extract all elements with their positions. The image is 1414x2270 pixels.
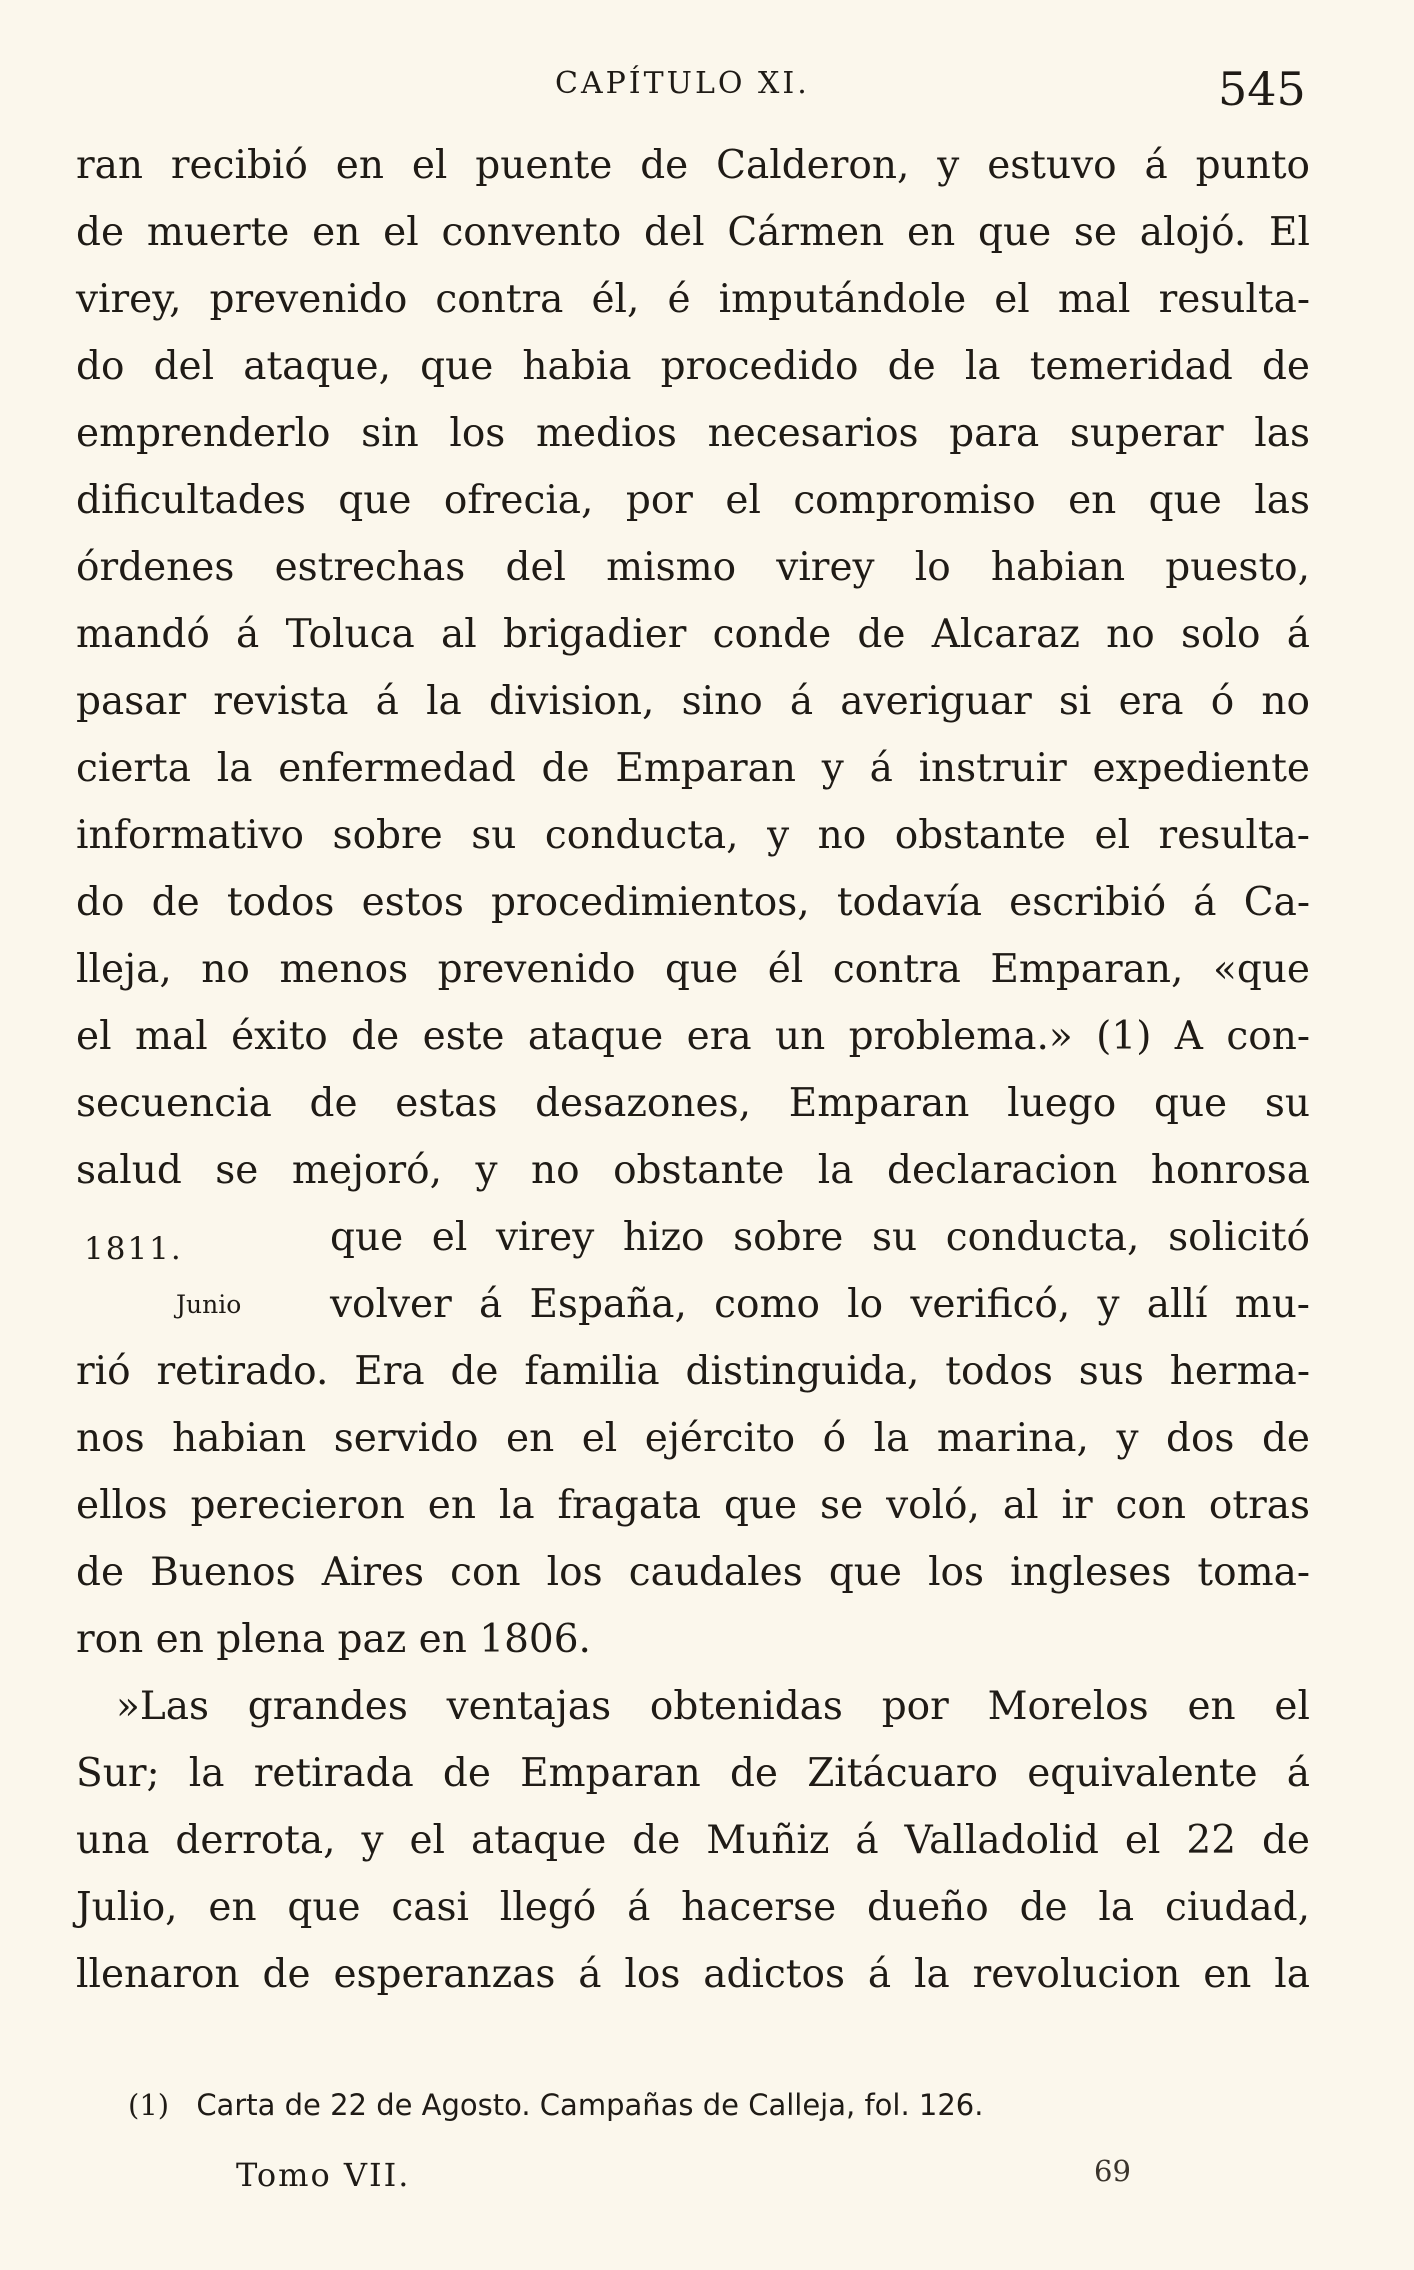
footnote-marker: (1) xyxy=(128,2088,170,2122)
text-line: que el virey hizo sobre su conducta, solicitó xyxy=(330,1215,1310,1260)
text-line: una derrota, y el ataque de Muñiz á Valladolid el 22 de xyxy=(76,1818,1310,1863)
text-line: emprenderlo sin los medios necesarios para superar las xyxy=(76,411,1310,456)
body-text xyxy=(76,132,1310,2008)
text-line: de Buenos Aires con los caudales que los ingleses toma- xyxy=(76,1550,1310,1595)
text-line: ran recibió en el puente de Calderon, y estuvo á punto xyxy=(76,143,1310,188)
text-line: mandó á Toluca al brigadier conde de Alcaraz no solo á xyxy=(76,612,1310,657)
page-number: 545 xyxy=(1218,62,1306,116)
text-line-with-margin-note xyxy=(76,1271,1310,1338)
text-line: pasar revista á la division, sino á averiguar si era ó no xyxy=(76,679,1310,724)
text-line: órdenes estrechas del mismo virey lo habian puesto, xyxy=(76,545,1310,590)
text-line: llenaron de esperanzas á los adictos á la revolucion en la xyxy=(76,1952,1310,1997)
printer-signature: 69 xyxy=(1094,2154,1131,2188)
paragraph-first-line: »Las grandes ventajas obtenidas por Morelos en el xyxy=(116,1684,1310,1729)
margin-note-year: 1811. xyxy=(84,1231,183,1267)
text-line-with-margin-note xyxy=(76,1204,1310,1271)
volume-label: Tomo VII. xyxy=(236,2156,411,2194)
text-line: nos habian servido en el ejército ó la marina, y dos de xyxy=(76,1416,1310,1461)
text-line: de muerte en el convento del Cármen en que se alojó. El xyxy=(76,210,1310,255)
text-line: secuencia de estas desazones, Emparan luego que su xyxy=(76,1081,1310,1126)
text-line: dificultades que ofrecia, por el compromiso en que las xyxy=(76,478,1310,523)
running-head xyxy=(0,62,1414,116)
margin-note-month: Junio xyxy=(176,1290,242,1319)
footnote-text: Carta de 22 de Agosto. Campañas de Calleja, fol. 126. xyxy=(196,2088,984,2122)
text-line: Sur; la retirada de Emparan de Zitácuaro equivalente á xyxy=(76,1751,1310,1796)
text-line: lleja, no menos prevenido que él contra Emparan, «que xyxy=(76,947,1310,992)
text-line: cierta la enfermedad de Emparan y á instruir expediente xyxy=(76,746,1310,791)
chapter-title: CAPÍTULO XI. xyxy=(555,66,810,101)
text-line: informativo sobre su conducta, y no obstante el resulta- xyxy=(76,813,1310,858)
text-line: do de todos estos procedimientos, todavía escribió á Ca- xyxy=(76,880,1310,925)
text-line: virey, prevenido contra él, é imputándole el mal resulta- xyxy=(76,277,1310,322)
text-line: volver á España, como lo verificó, y allí mu- xyxy=(330,1282,1310,1327)
footnote xyxy=(128,2088,983,2122)
text-line: Julio, en que casi llegó á hacerse dueño de la ciudad, xyxy=(76,1885,1310,1930)
text-line: ron en plena paz en 1806. xyxy=(76,1617,591,1662)
text-line: rió retirado. Era de familia distinguida, todos sus herma- xyxy=(76,1349,1310,1394)
text-line: ellos perecieron en la fragata que se voló, al ir con otras xyxy=(76,1483,1310,1528)
text-line: do del ataque, que habia procedido de la temeridad de xyxy=(76,344,1310,389)
text-line: el mal éxito de este ataque era un problema.» (1) A con- xyxy=(76,1014,1310,1059)
text-line: salud se mejoró, y no obstante la declaracion honrosa xyxy=(76,1148,1310,1193)
